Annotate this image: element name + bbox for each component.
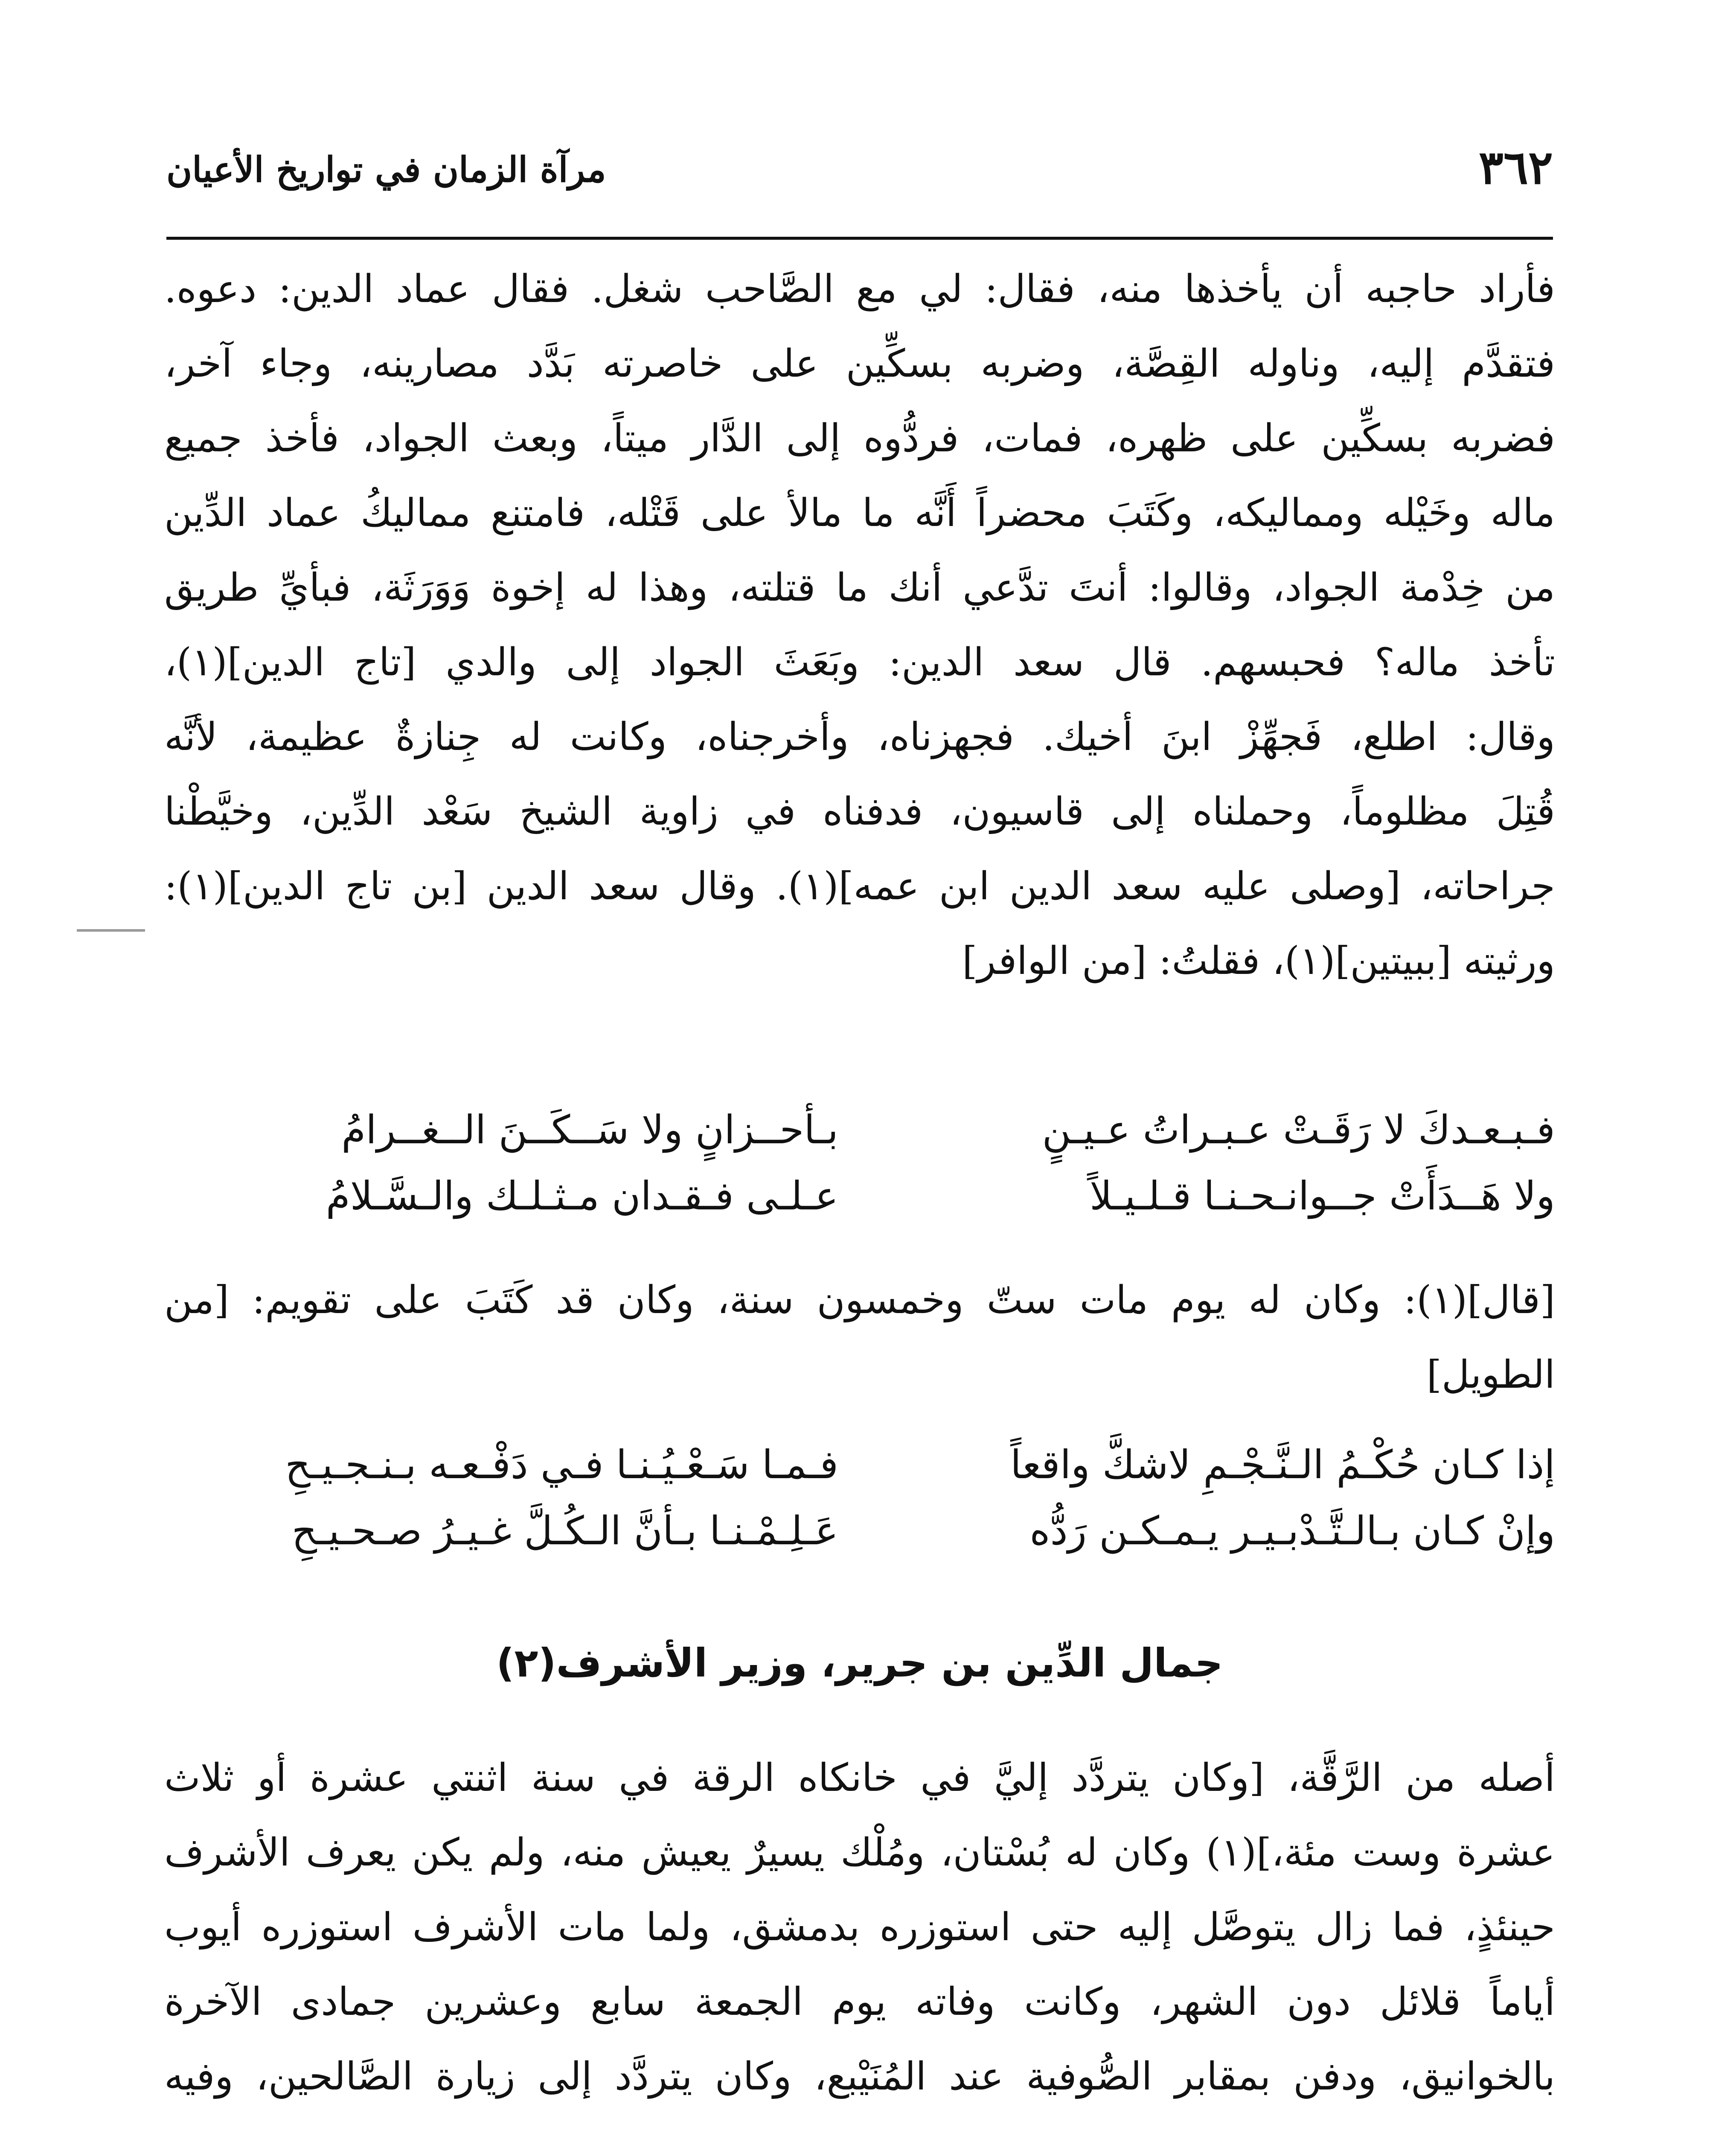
- paragraph-3: [164, 1741, 1555, 2114]
- text-line: أصله من الرَّقَّة، [وكان يتردَّد إليَّ في خانكاه الرقة في سنة اثنتي عشرة أو ثلاث: [164, 1755, 1556, 1800]
- text-line: ماله وخَيْله ومماليكه، وكَتَبَ محضراً أَنَّه ما مالأ على قَتْله، فامتنع مماليكُ عماد الدِّين: [164, 491, 1555, 535]
- paragraph-1: [164, 252, 1555, 998]
- hemistich-second: عـلـى فـقـدان مـثـلـك والـسَّـلامُ: [326, 1173, 838, 1219]
- text-line: عشرة وست مئة،](١) وكان له بُسْتان، ومُلْك يسيرٌ يعيش منه، ولم يكن يعرف الأشرف: [164, 1830, 1555, 1875]
- header-rule: [166, 237, 1553, 240]
- hemistich-first: وإنْ كـان بـالـتَّـدْبـيـر يـمـكـن رَدُّه: [1029, 1508, 1555, 1554]
- poem-2: [164, 1442, 1555, 1574]
- section-heading: جمال الدِّين بن جرير، وزير الأشرف(٢): [496, 1640, 1223, 1686]
- hemistich-first: فـبـعـدكَ لا رَقَـتْ عـبـراتُ عـيـنٍ: [1042, 1107, 1555, 1153]
- margin-mark: [77, 929, 145, 932]
- text-line: جراحاته، [وصلى عليه سعد الدين ابن عمه](١). وقال سعد الدين [بن تاج الدين](١):: [164, 864, 1556, 909]
- hemistich-second: فـمـا سَـعْـيُـنـا فـي دَفْـعـه بـنـجـيـحِ: [285, 1442, 838, 1488]
- page-number: ٣٦٢: [1478, 141, 1553, 195]
- verse-line: [164, 1442, 1555, 1508]
- hemistich-second: عَـلِـمْـنـا بـأنَّ الـكُـلَّ غـيـرُ صـحـيـحِ: [291, 1508, 838, 1554]
- hemistich-second: بـأحــزانٍ ولا سَــكَــنَ الــغــرامُ: [341, 1107, 838, 1153]
- text-line: وقال: اطلع، فَجهِّزْ ابنَ أخيك. فجهزناه، وأخرجناه، وكانت له جِنازةٌ عظيمة، لأنَّه: [164, 715, 1555, 759]
- text-line: قُتِلَ مظلوماً، وحملناه إلى قاسيون، فدفناه في زاوية الشيخ سَعْد الدِّين، وخيَّطْنا: [164, 789, 1555, 834]
- verse-line: [164, 1508, 1555, 1574]
- text-line: فضربه بسكِّين على ظهره، فمات، فردُّوه إلى الدَّار ميتاً، وبعث الجواد، فأخذ جميع: [164, 416, 1555, 461]
- text-line: ورثيته [ببيتين](١)، فقلتُ: [من الوافر]: [962, 939, 1555, 983]
- hemistich-first: ولا هَــدَأَتْ جــوانـحـنـا قـلـيـلاً: [1090, 1173, 1555, 1219]
- text-line: بالخوانيق، ودفن بمقابر الصُّوفية عند المُنَيْبع، وكان يتردَّد إلى زيارة الصَّالحين، وفيه: [164, 2054, 1555, 2099]
- text-line: الطويل]: [1426, 1352, 1555, 1397]
- text-line: [قال](١): وكان له يوم مات ستّ وخمسون سنة، وكان قد كَتَبَ على تقويم: [من: [164, 1278, 1555, 1322]
- text-line: تأخذ ماله؟ فحبسهم. قال سعد الدين: وبَعَثَ الجواد إلى والدي [تاج الدين](١)،: [164, 640, 1555, 685]
- text-line: حينئذٍ، فما زال يتوصَّل إليه حتى استوزره بدمشق، ولما مات الأشرف استوزره أيوب: [164, 1905, 1555, 1950]
- running-title: مرآة الزمان في تواريخ الأعيان: [166, 149, 606, 190]
- paragraph-2: [164, 1263, 1555, 1412]
- text-line: فتقدَّم إليه، وناوله القِصَّة، وضربه بسكِّين على خاصرته بَدَّد مصارينه، وجاء آخر،: [164, 341, 1555, 386]
- text-line: فأراد حاجبه أن يأخذها منه، فقال: لي مع الصَّاحب شغل. فقال عماد الدين: دعوه.: [164, 267, 1555, 311]
- text-line: أياماً قلائل دون الشهر، وكانت وفاته يوم الجمعة سابع وعشرين جمادى الآخرة: [164, 1979, 1555, 2024]
- page-header: [166, 141, 1553, 218]
- text-line: من خِدْمة الجواد، وقالوا: أنتَ تدَّعي أنك ما قتلته، وهذا له إخوة وَوَرَثَة، فبأيِّ طريق: [164, 565, 1555, 610]
- verse-line: [164, 1107, 1555, 1173]
- verse-line: [164, 1173, 1555, 1239]
- hemistich-first: إذا كـان حُكْـمُ الـنَّـجْـمِ لاشكَّ واقعاً: [1010, 1442, 1555, 1488]
- poem-1: [164, 1107, 1555, 1239]
